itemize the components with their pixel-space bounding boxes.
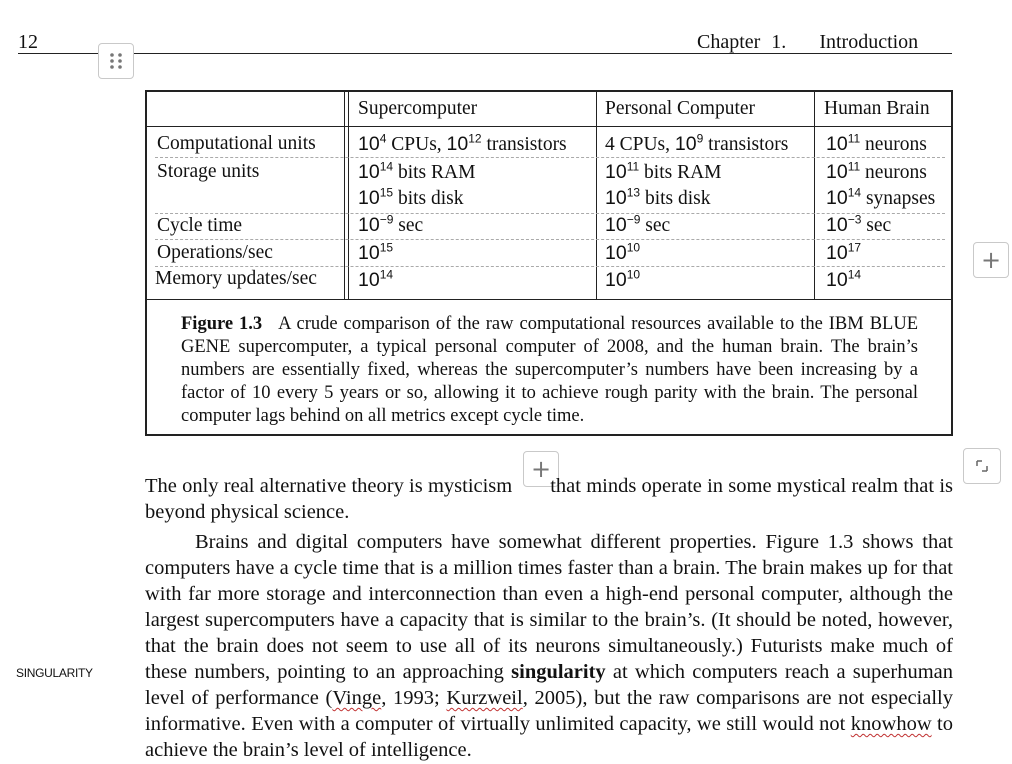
power-base: 10 <box>826 187 848 209</box>
row-divider <box>155 157 945 158</box>
power-base: 10 <box>446 133 469 155</box>
table-cell <box>826 242 861 265</box>
unit-text: bits disk <box>640 188 711 209</box>
chapter-title: Introduction <box>819 31 919 53</box>
power-exponent: 14 <box>847 267 862 282</box>
power-exponent: 14 <box>379 267 394 282</box>
table-cell <box>358 214 423 237</box>
power-base: 10 <box>605 214 627 236</box>
citation: Vinge <box>332 687 382 709</box>
page-number: 12 <box>18 31 38 53</box>
row-label: Cycle time <box>157 215 243 236</box>
table-cell <box>826 133 927 156</box>
table-cell <box>605 187 711 210</box>
power-base: 10 <box>605 269 627 291</box>
unit-text: CPUs, <box>386 134 447 155</box>
power-exponent: −9 <box>379 212 394 227</box>
power-base: 10 <box>358 161 380 183</box>
power-exponent: 14 <box>847 185 862 200</box>
power-exponent: 17 <box>847 240 862 255</box>
table-col-divider <box>344 92 345 299</box>
table-cell <box>358 269 393 292</box>
power-base: 10 <box>605 242 627 264</box>
power-exponent: 9 <box>696 131 704 146</box>
table-cell <box>358 187 464 210</box>
paragraph-text: Brains and digital computers have somewhat different properties. Figure 1.3 shows that computers have a cycle time that is a million times faster than a brain. The brain makes up for that with far more storage and interconnection than even a high-end personal computer, although the largest supercomputers have a capacity that is similar to the brain’s. (It should be noted, however, that the brain does not seem to use all of its neurons simultaneously.) Futurists make much of these numbers, pointing to an approaching <box>145 531 953 683</box>
resize-corner-button[interactable] <box>963 448 1001 484</box>
power-exponent: 15 <box>379 240 394 255</box>
row-label: Memory updates/sec <box>155 268 317 289</box>
power-exponent: 4 <box>379 131 387 146</box>
power-exponent: −3 <box>847 212 862 227</box>
unit-text: neurons <box>860 134 927 155</box>
unit-text: 4 CPUs, <box>605 134 675 155</box>
unit-text: bits disk <box>393 188 464 209</box>
header-rule <box>134 53 952 54</box>
power-base: 10 <box>358 133 380 155</box>
table-cell <box>358 242 393 265</box>
table-cell <box>605 214 670 237</box>
power-base: 10 <box>358 214 380 236</box>
row-label: Operations/sec <box>157 242 273 263</box>
body-paragraph <box>145 529 953 763</box>
power-base: 10 <box>358 187 380 209</box>
power-exponent: 10 <box>626 267 641 282</box>
table-cell <box>358 161 475 184</box>
table-col-divider <box>348 92 349 299</box>
unit-text: sec <box>640 215 671 236</box>
paragraph-text: The only real alternative theory is mysticism <box>145 475 513 497</box>
body-paragraph <box>145 473 953 525</box>
power-base: 10 <box>605 161 627 183</box>
table-cell <box>826 187 935 210</box>
power-exponent: 14 <box>379 159 394 174</box>
unit-text: synapses <box>861 188 936 209</box>
key-term: singularity <box>511 661 606 683</box>
unit-text: bits RAM <box>393 162 476 183</box>
table-col-divider <box>814 92 815 299</box>
row-label: Storage units <box>157 161 260 182</box>
unit-text: sec <box>393 215 424 236</box>
spellcheck-word: knowhow <box>850 713 932 735</box>
row-divider <box>155 239 945 240</box>
power-base: 10 <box>826 242 848 264</box>
table-cell <box>826 161 927 184</box>
power-exponent: 13 <box>626 185 641 200</box>
power-base: 10 <box>826 214 848 236</box>
chapter-number: Chapter 1. <box>697 31 787 53</box>
figure-caption <box>181 313 918 428</box>
power-base: 10 <box>826 133 848 155</box>
running-header <box>697 31 918 54</box>
power-exponent: 12 <box>468 131 482 146</box>
table-cell <box>826 269 861 292</box>
plus-icon: + <box>980 246 1002 274</box>
table-cell <box>826 214 891 237</box>
power-exponent: 11 <box>626 159 640 174</box>
caption-text: A crude comparison of the raw computational resources available to the IBM BLUE GENE supercomputer, a typical personal computer of 2008, and the human brain. The brain’s numbers are essentially fixed, whereas the supercomputer’s numbers have been increasing by a factor of 10 every 5 years or so, allowing it to achieve rough parity with the brain. The personal computer lags behind on all metrics except cycle time. <box>181 314 918 426</box>
power-exponent: 10 <box>626 240 641 255</box>
power-base: 10 <box>605 187 627 209</box>
unit-text: transistors <box>481 134 567 155</box>
power-exponent: 15 <box>379 185 394 200</box>
figure-label: Figure 1.3 <box>181 314 263 334</box>
resize-corner-icon <box>975 459 989 473</box>
paragraph-text: at which computers reach a superhuman level of performance ( <box>145 661 953 709</box>
unit-text: bits RAM <box>639 162 722 183</box>
margin-note: SINGULARITY <box>16 666 93 680</box>
table-header-rule <box>147 126 951 127</box>
power-base: 10 <box>826 161 848 183</box>
unit-text: neurons <box>860 162 927 183</box>
power-exponent: −9 <box>626 212 641 227</box>
unit-text: sec <box>861 215 892 236</box>
paragraph-text: to achieve the brain’s level of intelligence. <box>145 713 954 761</box>
table-cell <box>605 242 640 265</box>
power-base: 10 <box>358 269 380 291</box>
power-base: 10 <box>674 133 697 155</box>
table-col-divider <box>596 92 597 299</box>
paragraph-text: that minds operate in some mystical realm that is beyond physical science. <box>145 475 953 523</box>
table-cell <box>605 269 640 292</box>
drag-handle-button[interactable] <box>98 43 134 79</box>
power-exponent: 11 <box>847 131 861 146</box>
row-label: Computational units <box>157 133 316 154</box>
drag-handle-icon <box>109 52 123 70</box>
column-header: Human Brain <box>824 98 930 119</box>
table-cell <box>358 133 567 156</box>
table-bottom-rule <box>147 299 951 300</box>
power-base: 10 <box>826 269 848 291</box>
citation: Kurzweil <box>446 687 523 709</box>
column-header: Supercomputer <box>358 98 478 119</box>
table-cell <box>605 161 722 184</box>
column-header: Personal Computer <box>605 98 756 119</box>
power-exponent: 11 <box>847 159 861 174</box>
plus-icon: + <box>530 455 552 483</box>
paragraph-text: , 1993; <box>381 687 447 709</box>
header-rule <box>18 53 98 54</box>
table-cell <box>605 133 788 156</box>
paragraph-text: , 2005), but the raw comparisons are not especially informative. Even with a computer of virtually unlimited capacity, we still would not <box>145 687 953 735</box>
unit-text: transistors <box>703 134 789 155</box>
row-divider <box>155 266 945 267</box>
power-base: 10 <box>358 242 380 264</box>
add-block-button[interactable] <box>973 242 1009 278</box>
